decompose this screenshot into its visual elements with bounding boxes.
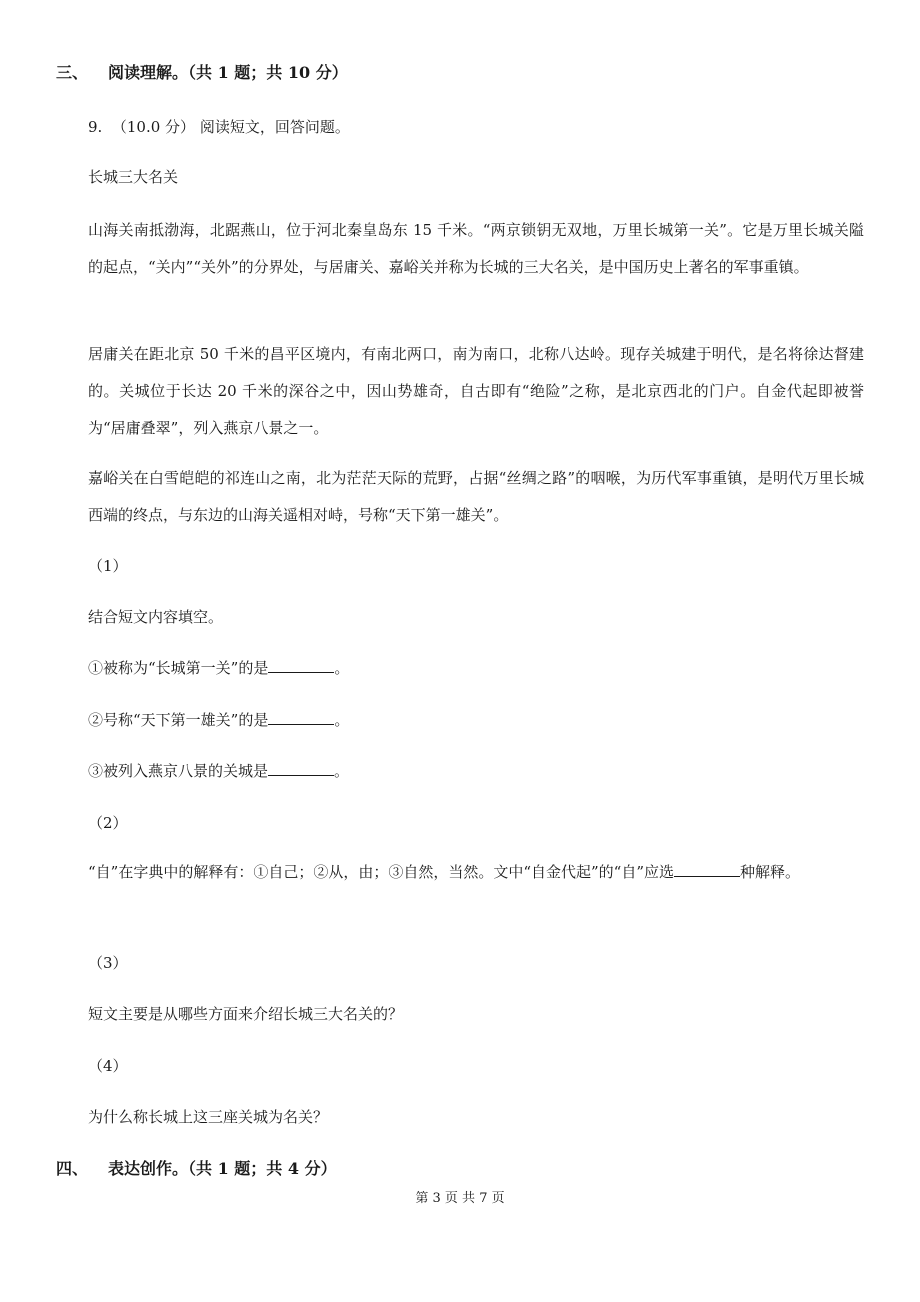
page-footer: 第 3 页 共 7 页 (415, 1191, 505, 1206)
fill-item-2-end: 。 (334, 711, 350, 729)
fill-item-1-end: 。 (334, 659, 350, 677)
section-4-heading (56, 1158, 337, 1180)
section-4-number: 四、 (56, 1159, 89, 1178)
section-3-title: 阅读理解。（共 1 题；共 10 分） (108, 63, 348, 82)
fill-item-1 (88, 658, 349, 678)
sub-question-2-label: （2） (88, 814, 128, 832)
fill-item-3 (88, 761, 349, 781)
question-number: 9. (88, 118, 103, 136)
answer-blank-1[interactable] (268, 658, 334, 673)
section-4-title: 表达创作。（共 1 题；共 4 分） (108, 1159, 337, 1178)
sub-question-2-text-post: 种解释。 (740, 863, 801, 881)
passage-paragraph-3: 嘉峪关在白雪皑皑的祁连山之南，北为茫茫天际的荒野，占据“丝绸之路”的咽喉，为历代军事重镇，是明代万里长城西端的终点，与东边的山海关遥相对峙，号称“天下第一雄关”。 (88, 469, 864, 524)
fill-item-3-text: ③被列入燕京八景的关城是 (88, 762, 269, 780)
sub-question-1-label: （1） (88, 557, 128, 575)
sub-question-1-instruction: 结合短文内容填空。 (88, 608, 224, 626)
sub-question-3-label: （3） (88, 954, 128, 972)
section-3-number: 三、 (56, 63, 89, 82)
fill-item-3-end: 。 (334, 762, 350, 780)
answer-blank-3[interactable] (268, 761, 334, 776)
sub-question-3-text: 短文主要是从哪些方面来介绍长城三大名关的？ (88, 1005, 404, 1023)
question-prompt: 阅读短文，回答问题。 (199, 118, 350, 136)
passage-paragraph-1: 山海关南抵渤海，北踞燕山，位于河北秦皇岛东 15 千米。“两京锁钥无双地，万里长城第一关”。它是万里长城关隘的起点，“关内”“关外”的分界处，与居庸关、嘉峪关并称为长城的三大名关，是中国历史上著名的军事重镇。 (88, 221, 864, 276)
sub-question-2-text-pre: “自”在字典中的解释有：①自己；②从，由；③自然，当然。文中“自金代起”的“自”应选 (88, 863, 675, 881)
fill-item-2 (88, 710, 349, 730)
answer-blank-4[interactable] (674, 862, 740, 877)
section-3-heading (56, 62, 348, 84)
question-9-header (88, 117, 350, 137)
passage-title: 长城三大名关 (88, 168, 179, 186)
fill-item-2-text: ②号称“天下第一雄关”的是 (88, 711, 269, 729)
sub-question-4-text: 为什么称长城上这三座关城为名关？ (88, 1108, 329, 1126)
answer-blank-2[interactable] (268, 710, 334, 725)
sub-question-4-label: （4） (88, 1057, 128, 1075)
passage-paragraph-2: 居庸关在距北京 50 千米的昌平区境内，有南北两口，南为南口，北称八达岭。现存关城建于明代，是名将徐达督建的。关城位于长达 20 千米的深谷之中，因山势雄奇，自古即有“绝险”之称，是北京西北的门户。自金代起即被誉为“居庸叠翠”，列入燕京八景之一。 (88, 345, 864, 437)
question-score: （10.0 分） (111, 118, 196, 136)
sub-question-2-text (88, 854, 864, 891)
fill-item-1-text: ①被称为“长城第一关”的是 (88, 659, 269, 677)
